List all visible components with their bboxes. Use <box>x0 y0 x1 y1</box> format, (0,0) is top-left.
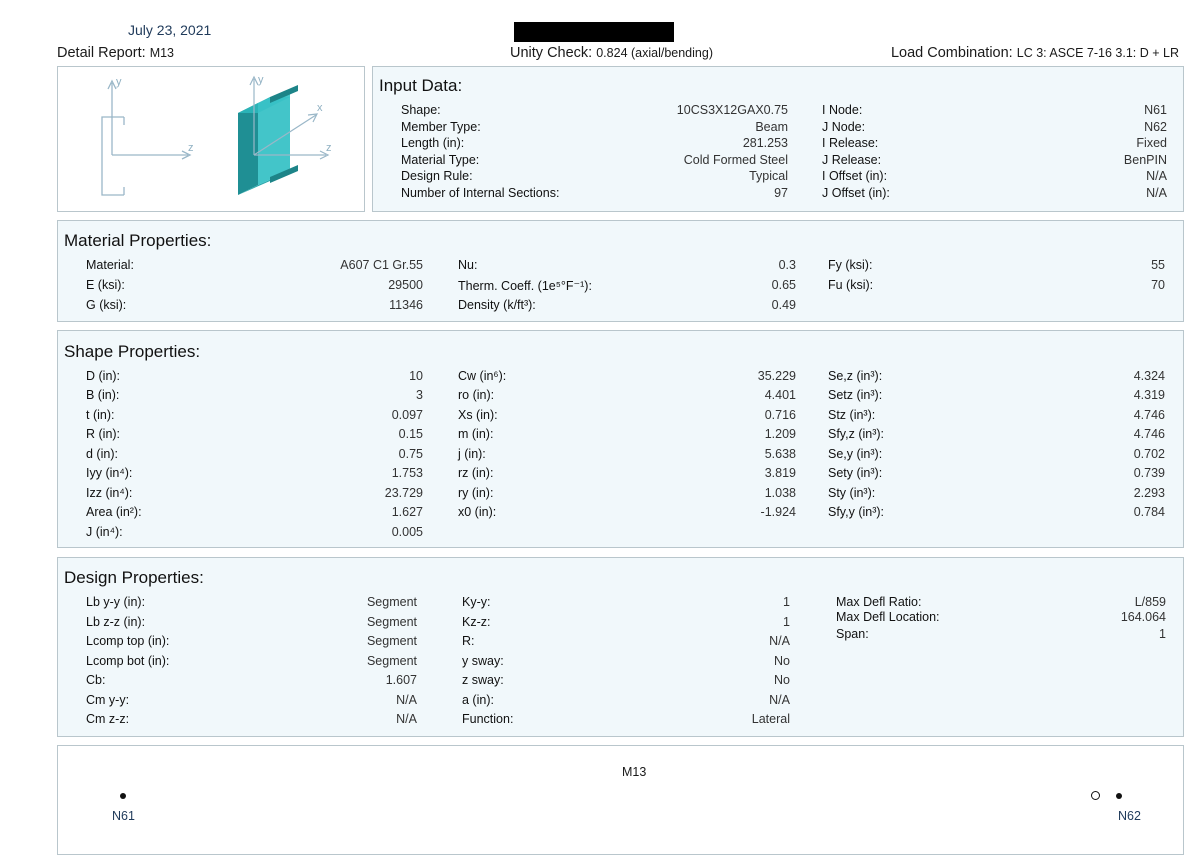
shape-label: m (in): <box>458 427 494 441</box>
report-date: July 23, 2021 <box>128 22 212 38</box>
shape-label: Izz (in⁴): <box>86 486 133 500</box>
axis-y-label-2d: y <box>116 76 122 88</box>
design-label: Function: <box>462 712 514 726</box>
input-value: 97 <box>774 186 788 200</box>
node-left-label: N61 <box>112 809 135 823</box>
material-value: 29500 <box>388 278 423 292</box>
material-value: 0.65 <box>771 278 796 292</box>
unity-value: 0.824 (axial/bending) <box>596 46 713 60</box>
c-section-3d-icon <box>238 85 298 195</box>
design-label: Span: <box>836 627 869 641</box>
shape-label: ro (in): <box>458 388 495 402</box>
material-value: 70 <box>1151 278 1165 292</box>
design-value: Lateral <box>751 712 790 726</box>
input-label: I Offset (in): <box>822 169 888 183</box>
shape-value: 3 <box>416 388 423 402</box>
shape-properties-panel <box>57 330 1184 548</box>
node-right-label: N62 <box>1118 809 1141 823</box>
shape-label: Se,z (in³): <box>828 369 883 383</box>
design-label: Max Defl Ratio: <box>836 595 922 609</box>
design-label: a (in): <box>462 693 494 707</box>
design-label: Kz-z: <box>462 615 491 629</box>
input-value: BenPIN <box>1123 153 1167 167</box>
material-label: E (ksi): <box>86 278 125 292</box>
design-label: Cb: <box>86 673 106 687</box>
unity-check <box>510 45 713 61</box>
design-value: N/A <box>769 693 790 707</box>
shape-value: 5.638 <box>764 447 796 461</box>
shape-label: Setz (in³): <box>828 388 883 402</box>
shape-label: Xs (in): <box>458 408 498 422</box>
design-label: z sway: <box>462 673 504 687</box>
shape-value: 0.75 <box>398 447 423 461</box>
shape-label: Sfy,z (in³): <box>828 427 885 441</box>
member-diagram-panel <box>57 745 1184 855</box>
input-label: Member Type: <box>401 120 481 134</box>
shape-value: 4.324 <box>1133 369 1165 383</box>
shape-value: 0.716 <box>764 408 796 422</box>
design-value: Segment <box>366 654 417 668</box>
shape-label: ry (in): <box>458 486 494 500</box>
material-label: Fu (ksi): <box>828 278 874 292</box>
design-label: Lcomp top (in): <box>86 634 170 648</box>
design-value: 1 <box>783 595 790 609</box>
material-label: Fy (ksi): <box>828 258 873 272</box>
node-right-dot-icon <box>1116 793 1122 799</box>
member-id: M13 <box>149 46 175 60</box>
material-value: 0.49 <box>771 298 796 312</box>
material-value: 11346 <box>389 298 423 312</box>
shape-label: d (in): <box>86 447 118 461</box>
input-label: Shape: <box>401 103 441 117</box>
material-title: Material Properties: <box>64 231 212 250</box>
shape-value: 4.401 <box>764 388 796 402</box>
shape-label: R (in): <box>86 427 121 441</box>
design-value: Segment <box>366 634 417 648</box>
axis-z-label-2d: z <box>188 142 194 154</box>
shape-label: Cw (in⁶): <box>458 369 507 383</box>
shape-label: Sfy,y (in³): <box>828 505 885 519</box>
shape-value: 2.293 <box>1133 486 1165 500</box>
design-value: 1.607 <box>385 673 417 687</box>
shape-value: 10 <box>409 369 423 383</box>
design-label: Lb z-z (in): <box>86 615 146 629</box>
shape-value: 0.739 <box>1133 466 1165 480</box>
shape-value: 0.15 <box>398 427 423 441</box>
shape-value: 0.005 <box>391 525 423 539</box>
shape-value: -1.924 <box>760 505 796 519</box>
axis-x-label-3d: x <box>317 102 323 114</box>
input-value: N/A <box>1146 186 1167 200</box>
shape-label: Se,y (in³): <box>828 447 883 461</box>
material-value: A607 C1 Gr.55 <box>340 258 423 272</box>
input-label: Length (in): <box>401 136 465 150</box>
shape-value: 3.819 <box>764 466 796 480</box>
input-label: Number of Internal Sections: <box>401 186 560 200</box>
design-value: 164.064 <box>1120 610 1166 624</box>
unity-label: Unity Check: <box>510 45 593 61</box>
design-value: N/A <box>769 634 790 648</box>
load-combination <box>891 45 1179 61</box>
design-label: Lcomp bot (in): <box>86 654 170 668</box>
input-value: Beam <box>755 120 788 134</box>
material-label: Material: <box>86 258 134 272</box>
shape-value: 4.746 <box>1133 427 1165 441</box>
material-properties-panel <box>57 220 1184 322</box>
input-data-panel <box>372 66 1184 212</box>
section-diagram <box>58 67 364 211</box>
design-value: No <box>774 654 790 668</box>
shape-label: t (in): <box>86 408 115 422</box>
shape-value: 4.746 <box>1133 408 1165 422</box>
shape-label: J (in⁴): <box>86 525 123 539</box>
design-label: Max Defl Location: <box>836 610 940 624</box>
design-value: N/A <box>396 693 417 707</box>
input-value: N/A <box>1146 169 1167 183</box>
input-label: Design Rule: <box>401 169 473 183</box>
shape-label: Area (in²): <box>86 505 142 519</box>
design-title: Design Properties: <box>64 568 204 587</box>
input-label: Material Type: <box>401 153 480 167</box>
shape-value: 1.627 <box>391 505 423 519</box>
shape-value: 1.753 <box>391 466 423 480</box>
input-value: Fixed <box>1136 136 1167 150</box>
shape-value: 4.319 <box>1133 388 1165 402</box>
design-label: Cm y-y: <box>86 693 130 707</box>
release-circle-icon <box>1091 791 1100 800</box>
material-value: 0.3 <box>778 258 796 272</box>
report-label: Detail Report: <box>57 45 146 61</box>
detail-report-title <box>57 45 174 61</box>
member-label: M13 <box>622 765 647 779</box>
design-value: L/859 <box>1134 595 1166 609</box>
shape-label: D (in): <box>86 369 121 383</box>
shape-label: Iyy (in⁴): <box>86 466 133 480</box>
material-value: 55 <box>1151 258 1165 272</box>
shape-value: 1.209 <box>764 427 796 441</box>
design-value: 1 <box>783 615 790 629</box>
design-value: 1 <box>1159 627 1166 641</box>
design-properties-panel <box>57 557 1184 737</box>
input-value: Typical <box>749 169 788 183</box>
c-section-2d-icon <box>102 81 190 195</box>
axis-z-label-3d: z <box>326 142 332 154</box>
shape-diagram-panel <box>57 66 365 212</box>
design-label: Cm z-z: <box>86 712 130 726</box>
input-value: 281.253 <box>742 136 788 150</box>
input-data-title: Input Data: <box>379 76 463 95</box>
input-label: J Offset (in): <box>822 186 890 200</box>
load-value: LC 3: ASCE 7-16 3.1: D + LR <box>1016 46 1179 60</box>
node-left-dot-icon <box>120 793 126 799</box>
shape-label: B (in): <box>86 388 120 402</box>
shape-value: 0.097 <box>391 408 423 422</box>
input-value: 10CS3X12GAX0.75 <box>676 103 788 117</box>
shape-label: Sty (in³): <box>828 486 876 500</box>
shape-title: Shape Properties: <box>64 342 201 361</box>
design-value: Segment <box>366 615 417 629</box>
shape-value: 0.784 <box>1133 505 1165 519</box>
redacted-block <box>514 22 674 42</box>
axis-y-label-3d: y <box>258 74 264 86</box>
design-value: N/A <box>396 712 417 726</box>
input-value: Cold Formed Steel <box>683 153 788 167</box>
input-label: I Node: <box>822 103 863 117</box>
input-value: N62 <box>1144 120 1167 134</box>
shape-value: 0.702 <box>1133 447 1165 461</box>
design-value: No <box>774 673 790 687</box>
shape-value: 23.729 <box>384 486 423 500</box>
design-label: Ky-y: <box>462 595 491 609</box>
design-label: Lb y-y (in): <box>86 595 146 609</box>
shape-label: Sety (in³): <box>828 466 883 480</box>
material-label: Nu: <box>458 258 478 272</box>
shape-label: j (in): <box>458 447 486 461</box>
design-label: R: <box>462 634 475 648</box>
shape-label: rz (in): <box>458 466 494 480</box>
material-label: G (ksi): <box>86 298 127 312</box>
shape-label: Stz (in³): <box>828 408 876 422</box>
shape-value: 1.038 <box>764 486 796 500</box>
material-label: Therm. Coeff. (1e⁵°F⁻¹): <box>458 279 592 293</box>
shape-value: 35.229 <box>757 369 796 383</box>
design-label: y sway: <box>462 654 504 668</box>
load-label: Load Combination: <box>890 45 1013 61</box>
material-label: Density (k/ft³): <box>458 298 536 312</box>
input-label: I Release: <box>822 136 879 150</box>
design-value: Segment <box>366 595 417 609</box>
input-label: J Release: <box>822 153 882 167</box>
input-label: J Node: <box>822 120 866 134</box>
shape-label: x0 (in): <box>458 505 497 519</box>
input-value: N61 <box>1144 103 1167 117</box>
